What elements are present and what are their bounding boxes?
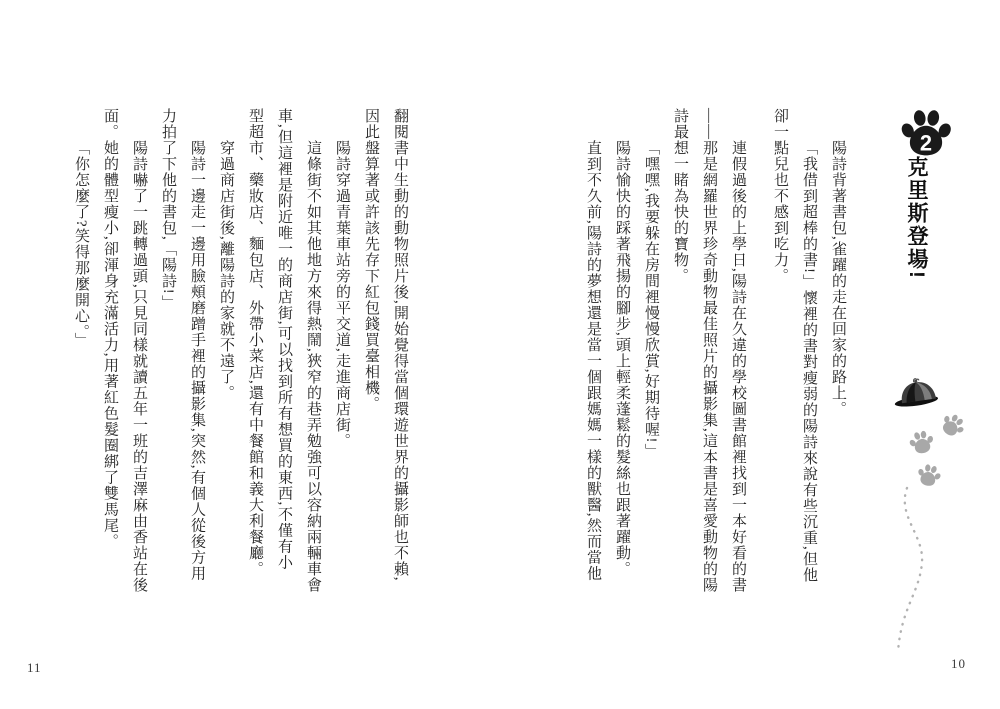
text-column: 陽詩愉快的踩著飛揚的腳步,頭上輕柔蓬鬆的髮絲也跟著躍動。 <box>614 140 630 577</box>
text-column: 陽詩一邊走一邊用臉頰磨蹭手裡的攝影集,突然,有個人從後方用 <box>189 140 205 582</box>
text-column: 「你怎麼了?笑得那麼開心。」 <box>73 140 89 349</box>
text-column: 陽詩嚇了一跳轉過頭,只見同樣就讀五年一班的吉澤麻由香站在後 <box>131 140 147 593</box>
text-column: 面。她的體型瘦小,卻渾身充滿活力,用著紅色髮圈綁了雙馬尾。 <box>102 108 118 550</box>
text-column: 詩最想一睹為快的寶物。 <box>672 108 688 284</box>
text-column: 車,但這裡是附近唯一的商店街,可以找到所有想買的東西,不僅有小 <box>276 108 292 571</box>
paw-print-icon <box>907 427 937 458</box>
page-11-text <box>64 108 414 606</box>
text-column: 連假過後的上學日,陽詩在久違的學校圖書館裡找到一本好看的書 <box>730 140 746 593</box>
text-column: 陽詩背著書包,雀躍的走在回家的路上。 <box>830 140 846 417</box>
text-column: 卻一點兒也不感到吃力。 <box>772 108 788 284</box>
paw-trail-dots <box>885 480 945 660</box>
text-column: 陽詩穿過青葉車站旁的平交道,走進商店街。 <box>334 140 350 449</box>
text-column: 「我借到超棒的書!」懷裡的書對瘦弱的陽詩來說有些沉重,但他 <box>801 140 817 583</box>
text-column: 「嘿嘿,我要躲在房間裡慢慢欣賞,好期待喔!」 <box>643 140 659 460</box>
text-column: 穿過商店街後,離陽詩的家就不遠了。 <box>218 140 234 401</box>
text-column: ——那是網羅世界珍奇動物最佳照片的攝影集,這本書是喜愛動物的陽 <box>701 108 717 593</box>
chapter-title: 克里斯登場! <box>905 156 928 280</box>
paw-print-icon <box>936 407 971 442</box>
chapter-number: 2 <box>919 130 933 156</box>
text-column: 翻閱書中生動的動物照片後,開始覺得當個環遊世界的攝影師也不賴, <box>392 108 408 582</box>
text-column: 因此盤算著或許該先存下紅包錢買臺相機。 <box>363 108 379 412</box>
page-number-left: 11 <box>27 660 42 675</box>
detective-cap-icon <box>893 376 945 410</box>
text-column: 直到不久前,陽詩的夢想還是當一個跟媽媽一樣的獸醫,然而當他 <box>585 140 601 582</box>
page-10-text <box>578 108 852 606</box>
page-number-right: 10 <box>951 656 966 671</box>
text-column: 這條街不如其他地方來得熱鬧,狹窄的巷弄勉強可以容納兩輛車會 <box>305 140 321 593</box>
text-column: 型超市、藥妝店、麵包店、外帶小菜店,還有中餐館和義大利餐廳。 <box>247 108 263 577</box>
chapter-paw-icon <box>899 106 953 158</box>
text-column: 力拍了下他的書包,「陽詩!」 <box>160 108 176 311</box>
